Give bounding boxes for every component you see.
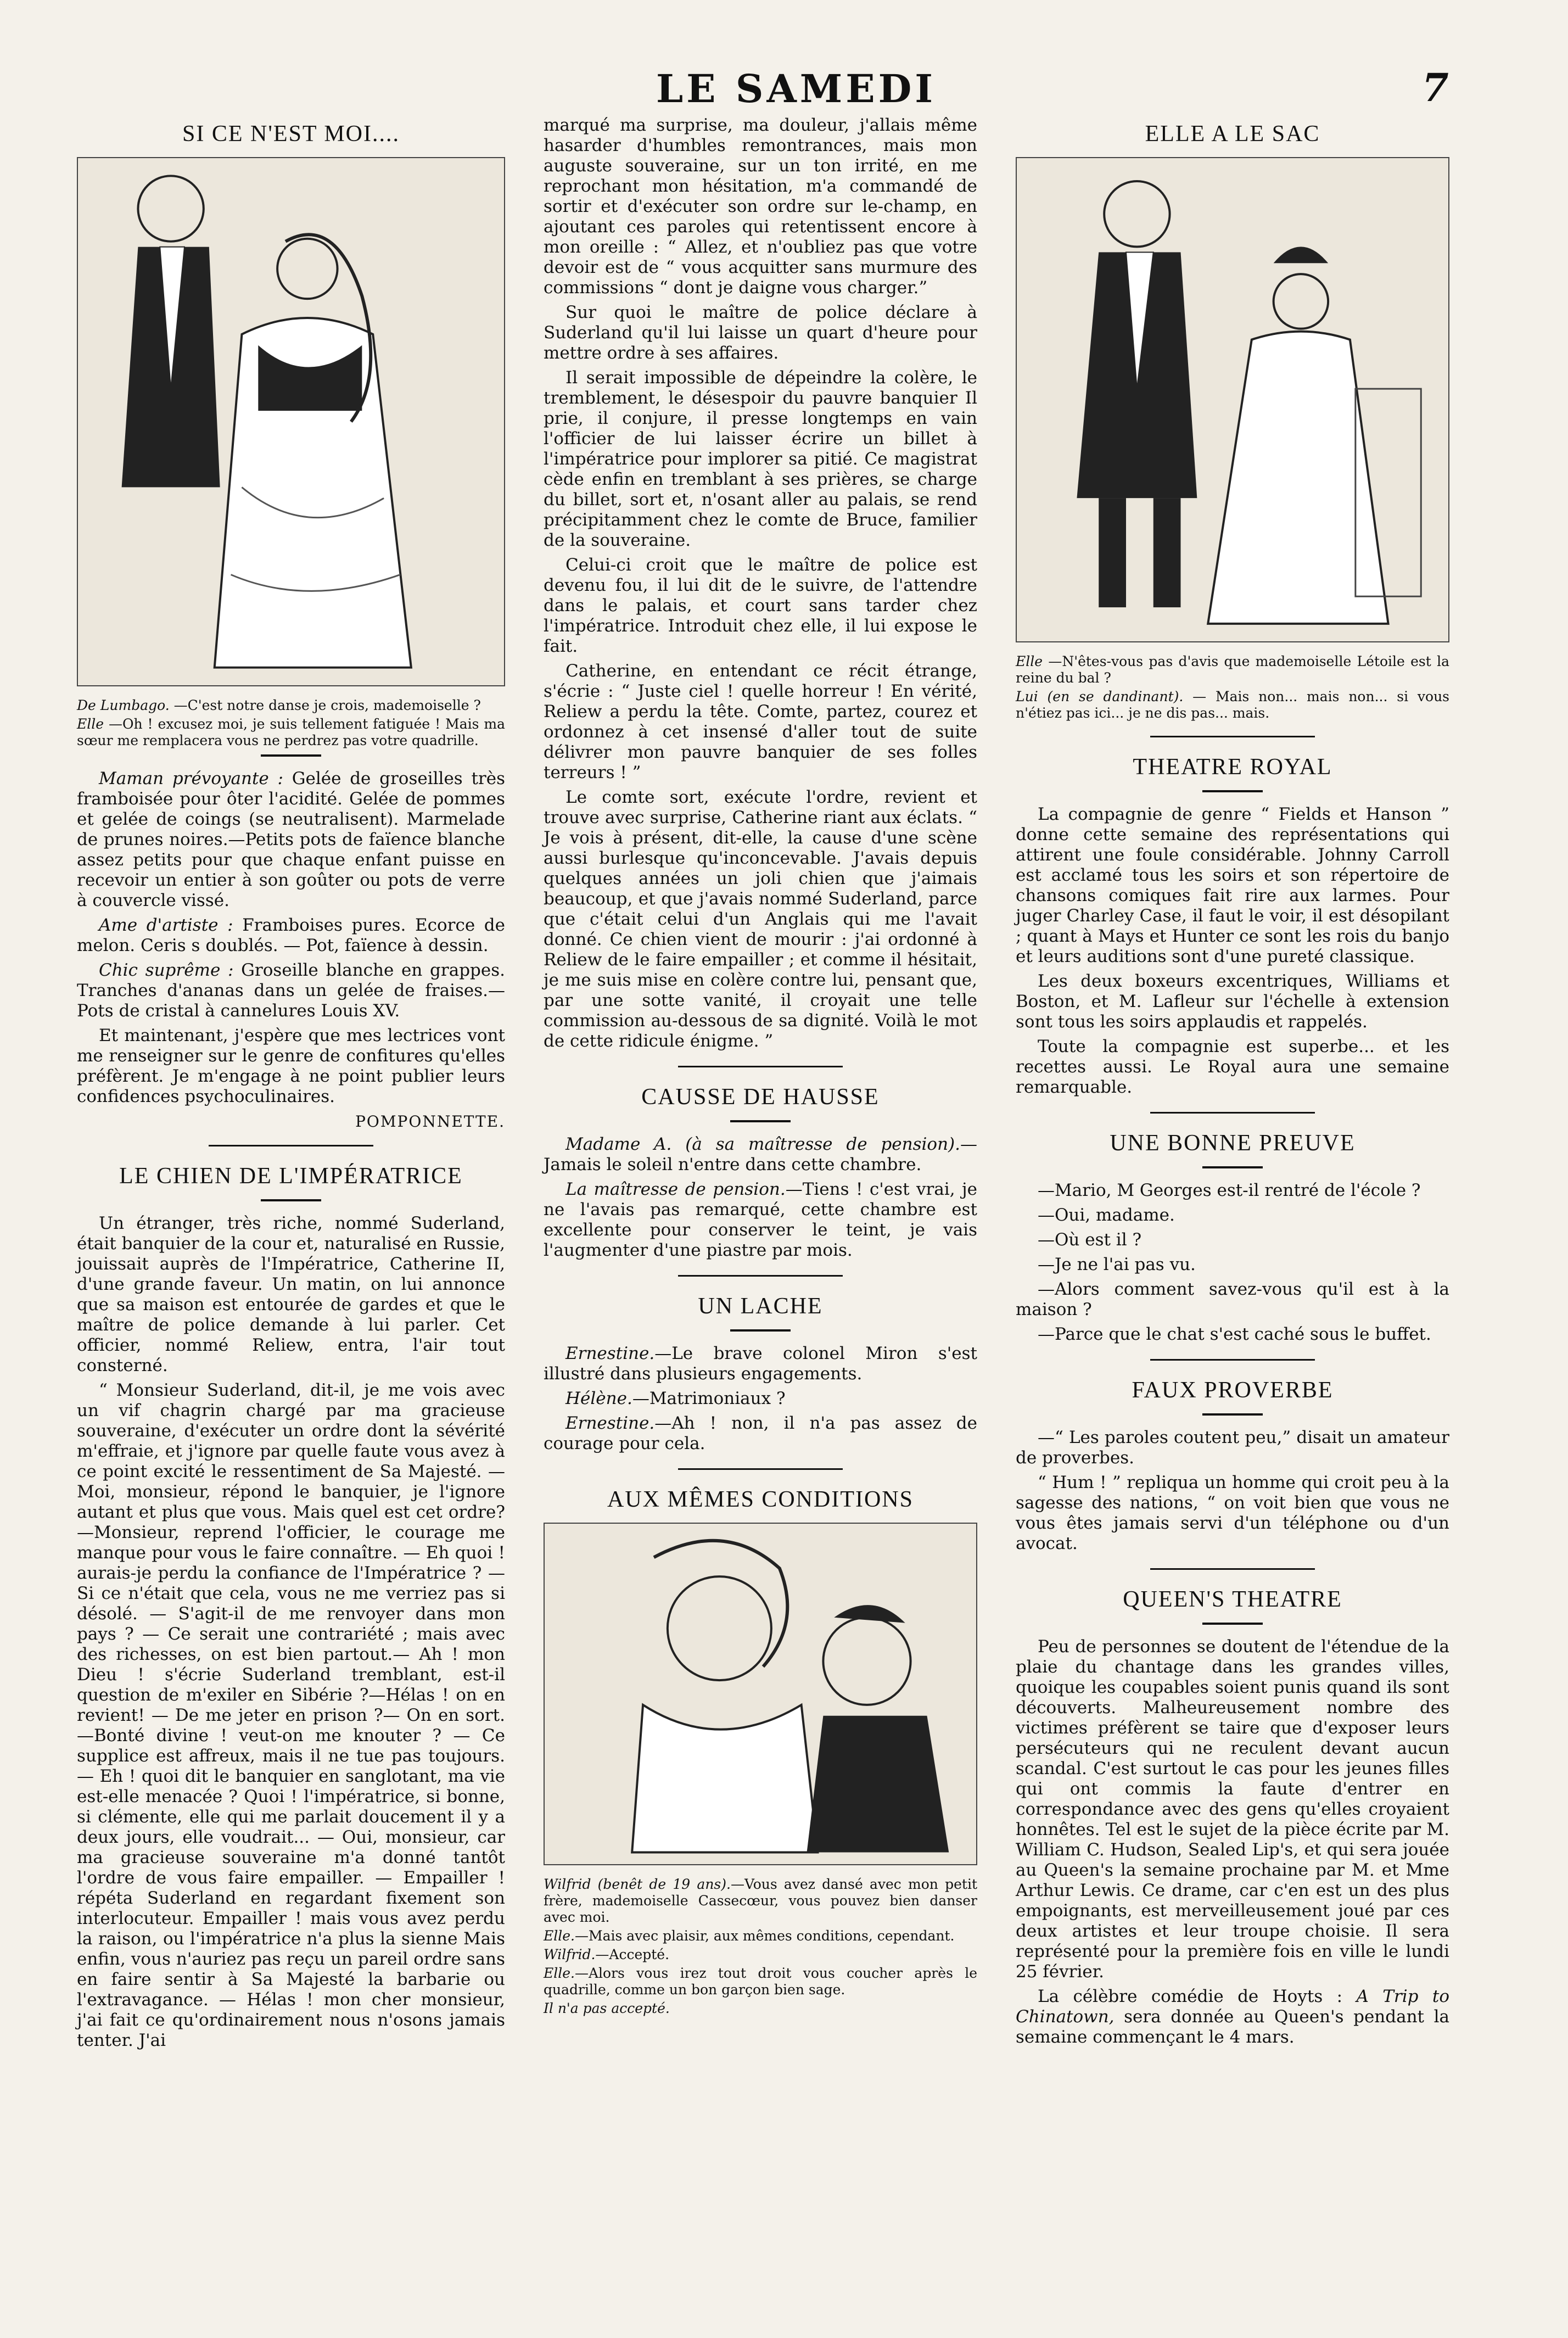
caption-sac-2: Lui (en se dandinant). — Mais non... mais non... si vous n'étiez pas ici... je ne dis pas... mais.	[1016, 689, 1449, 721]
divider	[1202, 1623, 1263, 1625]
paragraph: Ernestine.—Le brave colonel Miron s'est illustré dans plusieurs engagements.	[544, 1344, 977, 1384]
paragraph: Catherine, en entendant ce récit étrange, s'écrie : “ Juste ciel ! quelle horreur ! En vérité, Reliew a perdu la tête. Comte, partez, courez et ordonnez à cet insensé d'aller tout de suite délivrer mon pauvre banquier de ses folles terreurs ! ”	[544, 661, 977, 782]
section-title-proverbe: FAUX PROVERBE	[1132, 1378, 1334, 1403]
engraving-illustration	[1017, 158, 1448, 641]
divider	[678, 1275, 843, 1277]
column-left	[77, 115, 505, 2055]
divider	[730, 1120, 791, 1122]
paragraph: Hélène.—Matrimoniaux ?	[565, 1389, 786, 1408]
paragraph: La compagnie de genre “ Fields et Hanson ” donne cette semaine des représentations qui attirent une foule considérable. Johnny Carroll est acclamé tous les soirs et son répertoire de chansons comiques fait rire aux larmes. Pour juger Charley Case, il faut le voir, il est désopilant ; quant à Mays et Hunter ce sont les rois du banjo et leurs auditions sont d'une pureté classique.	[1016, 804, 1449, 966]
paragraph: Ernestine.—Ah ! non, il n'a pas assez de courage pour cela.	[544, 1413, 977, 1453]
illustration-seated-lady	[1016, 157, 1449, 642]
section-title-conditions: AUX MÊMES CONDITIONS	[607, 1487, 914, 1512]
column-right	[1016, 115, 1449, 2052]
paragraph: —“ Les paroles coutent peu,” disait un amateur de proverbes.	[1016, 1428, 1449, 1468]
divider	[678, 1066, 843, 1067]
caption-si-1: De Lumbago. —C'est notre danse je crois, mademoiselle ?	[77, 697, 481, 713]
divider	[678, 1468, 843, 1470]
divider	[1202, 1166, 1263, 1168]
section-title-si-ce-nest-moi: SI CE N'EST MOI....	[182, 121, 400, 147]
paragraph: Il serait impossible de dépeindre la colère, le tremblement, le désespoir du pauvre banquier Il prie, il conjure, il presse longtemps en vain l'officier de lui laisser écrire un billet à l'impératrice pour implorer sa pitié. Ce magistrat cède enfin en tremblant à ses prières, se charge du billet, sort et, n'osant aller au palais, se rend précipitamment chez le comte de Bruce, familier de la souveraine.	[544, 368, 977, 550]
caption-conditions: Wilfrid (benêt de 19 ans).—Vous avez dansé avec mon petit frère, mademoiselle Cassecœur, vous pouvez bien danser avec moi.	[544, 1876, 977, 1925]
page-header	[0, 0, 1568, 110]
divider	[261, 754, 321, 757]
divider	[1150, 1568, 1315, 1570]
paragraph: —Parce que le chat s'est caché sous le buffet.	[1038, 1324, 1431, 1344]
section-title-chien: LE CHIEN DE L'IMPÉRATRICE	[119, 1164, 463, 1189]
caption-conditions: Il n'a pas accepté.	[544, 2000, 670, 2016]
section-title-queens: QUEEN'S THEATRE	[1123, 1587, 1342, 1612]
paragraph: “ Hum ! ” repliqua un homme qui croit peu à la sagesse des nations, “ on voit bien que vous ne vous êtes jamais servi d'un téléphone ou d'un avocat.	[1016, 1473, 1449, 1553]
divider	[1202, 1413, 1263, 1416]
divider	[1202, 790, 1263, 792]
caption-conditions: Elle.—Mais avec plaisir, aux mêmes conditions, cependant.	[544, 1928, 955, 1944]
section-title-royal: THEATRE ROYAL	[1133, 754, 1332, 780]
paragraph: —Alors comment savez-vous qu'il est à la maison ?	[1016, 1279, 1449, 1319]
masthead: LE SAMEDI	[656, 66, 937, 111]
paragraph: Peu de personnes se doutent de l'étendue de la plaie du chantage dans les grandes villes, quoique les coupables soient punis quand ils sont découverts. Malheureusement nombre des victimes préfèrent se taire que d'exposer leurs persécuteurs qui ne reculent devant aucun scandal. C'est surtout le cas pour les jeunes filles qui ont commis la faute d'entrer en correspondance avec des gens qu'elles croyaient honnêtes. Tel est le sujet de la pièce écrite par M. William C. Hudson, Sealed Lip's, et qui sera jouée au Queen's la semaine prochaine par M. et Mme Arthur Lewis. Ce drame, car c'en est un des plus empoignants, est merveilleusement joué par ces deux artistes et leur troupe choisie. Il sera représenté pour la première fois en ville le lundi 25 février.	[1016, 1637, 1449, 1982]
divider	[209, 1145, 373, 1146]
section-title-sac: ELLE A LE SAC	[1145, 121, 1320, 147]
paragraph: Ame d'artiste : Framboises pures. Ecorce de melon. Ceris s doublés. — Pot, faïence à dessin.	[77, 915, 505, 955]
caption-conditions: Wilfrid.—Accepté.	[544, 1947, 670, 1962]
caption-sac-1: Elle —N'êtes-vous pas d'avis que mademoiselle Létoile est la reine du bal ?	[1016, 653, 1449, 686]
section-title-hausse: CAUSSE DE HAUSSE	[641, 1084, 880, 1110]
divider	[261, 1199, 321, 1201]
page-number: 7	[1422, 65, 1449, 110]
paragraph: Maman prévoyante : Gelée de groseilles très framboisée pour ôter l'acidité. Gelée de pommes et gelée de coings (se neutralisent). Marmelade de prunes noires.—Petits pots de faïence blanche assez petits pour que chaque enfant puisse en recevoir un entier à son goûter ou pots de verre à couvercle vissé.	[77, 769, 505, 910]
paragraph: —Où est il ?	[1038, 1230, 1142, 1250]
engraving-illustration	[545, 1524, 976, 1864]
paragraph: —Mario, M Georges est-il rentré de l'école ?	[1038, 1181, 1421, 1200]
paragraph: “ Monsieur Suderland, dit-il, je me vois avec un vif chagrin chargé par ma gracieuse souveraine, d'exécuter un ordre dont la sévérité m'effraie, et j'ignore par quelle faute vous avez à ce point excité le ressentiment de Sa Majesté. — Moi, monsieur, répond le banquier, je l'ignore autant et plus que vous. Mais quel est cet ordre? —Monsieur, reprend l'officier, le courage me manque pour vous le faire connaître. — Eh quoi ! aurais-je perdu la confiance de l'Impératrice ? — Si ce n'était que cela, vous ne me verriez pas si désolé. — S'agit-il de me renvoyer dans mon pays ? — Ce serait une contrariété ; mais avec des richesses, on est bien partout.— Ah ! mon Dieu ! s'écrie Suderland tremblant, est-il question de m'exiler en Sibérie ?—Hélas ! on en revient! — De me jeter en prison ?— On en sort.—Bonté divine ! veut-on me knouter ? — Ce supplice est affreux, mais il ne tue pas toujours. — Eh ! quoi dit le banquier en sanglotant, ma vie est-elle menacée ? Quoi ! l'impératrice, si bonne, si clémente, elle qui me parlait doucement il y a deux jours, elle voudrait... — Oui, monsieur, car ma gracieuse souveraine m'a donné tantôt l'ordre de vous faire empailler. — Empailler ! répéta Suderland en regardant fixement son interlocuteur. Empailler ! mais vous avez perdu la raison, ou l'impératrice n'a plus la sienne Mais enfin, vous n'auriez pas reçu un pareil ordre sans en faire sentir à Sa Majesté la barbarie ou l'extravagance. — Hélas ! mon cher monsieur, j'ai fait ce qu'ordinairement nous n'osons jamais tenter. J'ai	[77, 1380, 505, 2050]
paragraph: Les deux boxeurs excentriques, Williams et Boston, et M. Lafleur sur l'échelle à extension sont tous les soirs applaudis et rappelés.	[1016, 971, 1449, 1032]
divider	[1150, 1112, 1315, 1114]
paragraph: Madame A. (à sa maîtresse de pension).—Jamais le soleil n'entre dans cette chambre.	[544, 1134, 977, 1174]
column-middle	[544, 115, 977, 2019]
paragraph: Celui-ci croit que le maître de police est devenu fou, il lui dit de le suivre, de l'attendre dans le palais, et court sans tarder chez l'impératrice. Introduit chez elle, il lui expose le fait.	[544, 555, 977, 656]
author-signature: POMPONNETTE.	[355, 1112, 505, 1131]
paragraph: Le comte sort, exécute l'ordre, revient et trouve avec surprise, Catherine riant aux éclats. “ Je vois à présent, dit-elle, la cause d'une scène aussi burlesque qu'inconcevable. J'avais depuis quelques années un joli chien que j'aimais beaucoup, et que j'avais nommé Suderland, parce que c'était celui d'un Anglais qui me l'avait donné. Ce chien vient de mourir : j'ai ordonné à Reliew de le faire empailler ; et comme il hésitait, je me suis mise en colère contre lui, pensant que, par une sotte vanité, il croyait une telle commission au-dessous de sa dignité. Voilà le mot de cette ridicule énigme. ”	[544, 787, 977, 1051]
caption-conditions: Elle.—Alors vous irez tout droit vous coucher après le quadrille, comme un bon garçon bien sage.	[544, 1965, 977, 1998]
paragraph: marqué ma surprise, ma douleur, j'allais même hasarder d'humbles remontrances, mais mon auguste souveraine, sur un ton irrité, en me reprochant mon hésitation, m'a commandé de sortir et d'exécuter son ordre sur le-champ, en ajoutant ces paroles qui retentissent encore à mon oreille : “ Allez, et n'oubliez pas que votre devoir est de “ vous acquitter sans murmure des commissions “ dont je daigne vous charger.”	[544, 115, 977, 298]
paragraph: Sur quoi le maître de police déclare à Suderland qu'il lui laisse un quart d'heure pour mettre ordre à ses affaires.	[544, 303, 977, 363]
paragraph: La célèbre comédie de Hoyts : A Trip to Chinatown, sera donnée au Queen's pendant la semaine commençant le 4 mars.	[1016, 1987, 1449, 2047]
divider	[730, 1329, 791, 1332]
paragraph: —Oui, madame.	[1038, 1205, 1175, 1225]
paragraph: Toute la compagnie est superbe... et les recettes aussi. Le Royal aura une semaine remarquable.	[1016, 1037, 1449, 1097]
divider	[1150, 1359, 1315, 1361]
paragraph: Un étranger, très riche, nommé Suderland, était banquier de la cour et, naturalisé en Russie, jouissait auprès de l'Impératrice, Catherine II, d'une grande faveur. Un matin, on lui annonce que sa maison est entourée de gardes et que le maître de police demande à lui parler. Cet officier, nommé Reliew, entra, l'air tout consterné.	[77, 1213, 505, 1375]
caption-si-2: Elle —Oh ! excusez moi, je suis tellement fatiguée ! Mais ma sœur me remplacera vous ne perdrez pas votre quadrille.	[77, 716, 506, 748]
illustration-dance-couple	[77, 157, 505, 686]
engraving-illustration	[78, 158, 504, 685]
section-title-preuve: UNE BONNE PREUVE	[1110, 1131, 1356, 1156]
paragraph: Chic suprême : Groseille blanche en grappes. Tranches d'ananas dans un gelée de fraises.—Pots de cristal à cannelures Louis XV.	[77, 960, 505, 1021]
section-title-lache: UN LACHE	[698, 1294, 823, 1319]
paragraph: La maîtresse de pension.—Tiens ! c'est vrai, je ne l'avais pas remarqué, cette chambre est excellente pour conserver le teint, je vais l'augmenter d'une piastre par mois.	[544, 1179, 978, 1260]
paragraph: Et maintenant, j'espère que mes lectrices vont me renseigner sur le genre de confitures qu'elles préfèrent. Je m'engage à ne point publier leurs confidences psychoculinaires.	[77, 1026, 505, 1106]
paragraph: —Je ne l'ai pas vu.	[1038, 1255, 1196, 1274]
illustration-two-faces	[544, 1523, 977, 1865]
divider	[1150, 736, 1315, 737]
